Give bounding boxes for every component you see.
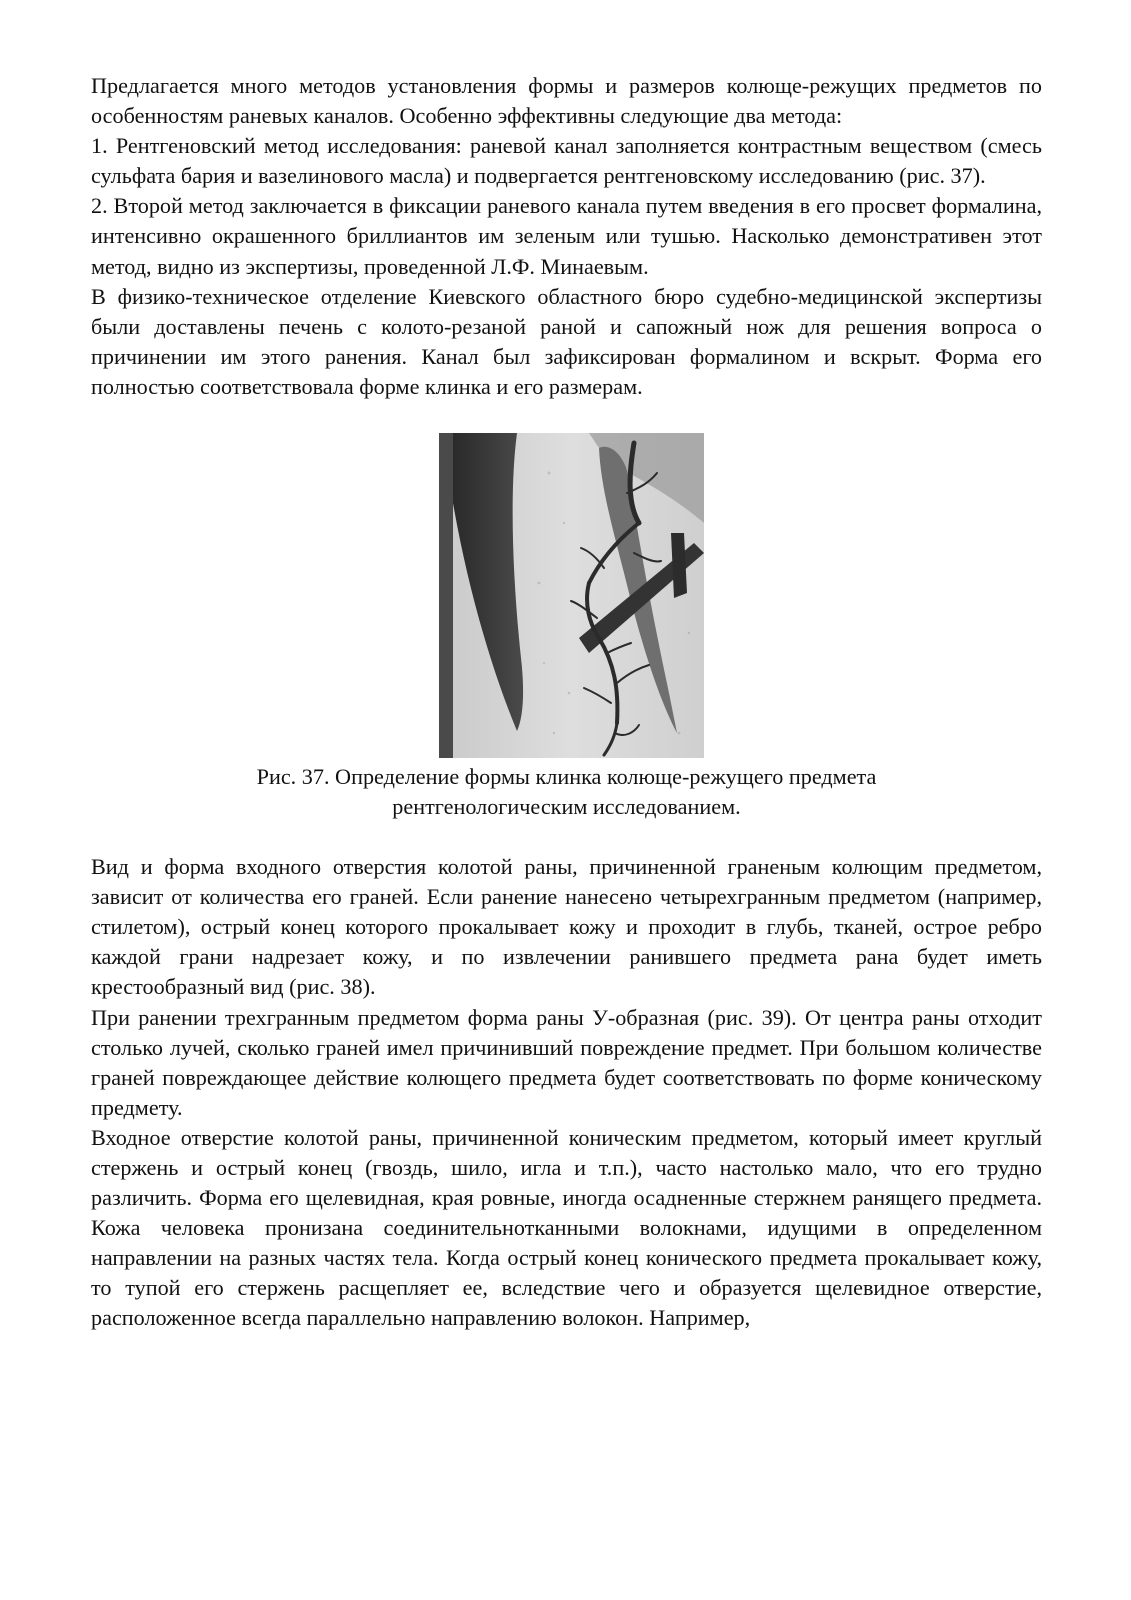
figure-37 [91, 433, 1042, 822]
triangular-object-paragraph: При ранении трехгранным предметом форма раны У-образная (рис. 39). От центра раны отходит столько лучей, сколько граней имел причинивший повреждение предмет. При большом количестве граней повреждающее действие колющего предмета будет соответствовать по форме коническому предмету. [91, 1004, 1042, 1120]
method-1-paragraph: 1. Рентгеновский метод исследования: раневой канал заполняется контрастным веществом (смесь сульфата бария и вазелинового масла) и подвергается рентгеновскому исследованию (рис. 37). [91, 133, 1042, 189]
figure-caption-line-1: Рис. 37. Определение формы клинка колюще-режущего предмета [256, 764, 877, 790]
faceted-object-paragraph: Вид и форма входного отверстия колотой раны, причиненной граненым колющим предметом, зависит от количества его граней. Если ранение нанесено четырехгранным предметом (например, стилетом), острый конец которого прокалывает кожу и проходит в глубь, тканей, острое ребро каждой грани надрезает кожу, и по извлечении ранившего предмета рана будет иметь крестообразный вид (рис. 38). [91, 854, 1042, 1000]
method-2-paragraph: 2. Второй метод заключается в фиксации раневого канала путем введения в его просвет формалина, интенсивно окрашенного бриллиантов им зеленым или тушью. Насколько демонстративен этот метод, видно из экспертизы, проведенной Л.Ф. Минаевым. [91, 193, 1042, 279]
figure-caption-line-2: рентгенологическим исследованием. [392, 794, 741, 820]
case-paragraph: В физико-техническое отделение Киевского областного бюро судебно-медицинской экспертизы были доставлены печень с колото-резаной раной и сапожный нож для решения вопроса о причинении им этого ранения. Канал был зафиксирован формалином и вскрыт. Форма его полностью соответствовала форме клинка и его размерам. [91, 283, 1042, 399]
spacer [91, 822, 1042, 852]
conical-object-paragraph: Входное отверстие колотой раны, причиненной коническим предметом, который имеет круглый стержень и острый конец (гвоздь, шило, игла и т.п.), часто настолько мало, что его трудно различить. Форма его щелевидная, края ровные, иногда осадненные стержнем ранящего предмета. Кожа человека пронизана соединительнотканными волокнами, идущими в определенном направлении на разных частях тела. Когда острый конец конического предмета прокалывает кожу, то тупой его стержень расщепляет ее, вследствие чего и образуется щелевидное отверстие, расположенное всегда параллельно направлению волокон. Например, [91, 1124, 1042, 1331]
xray-photo [439, 433, 704, 758]
document-page [91, 71, 1042, 1334]
intro-paragraph: Предлагается много методов установления формы и размеров колюще-режущих предметов по особенностям раневых каналов. Особенно эффективны следующие два метода: [91, 73, 1042, 129]
